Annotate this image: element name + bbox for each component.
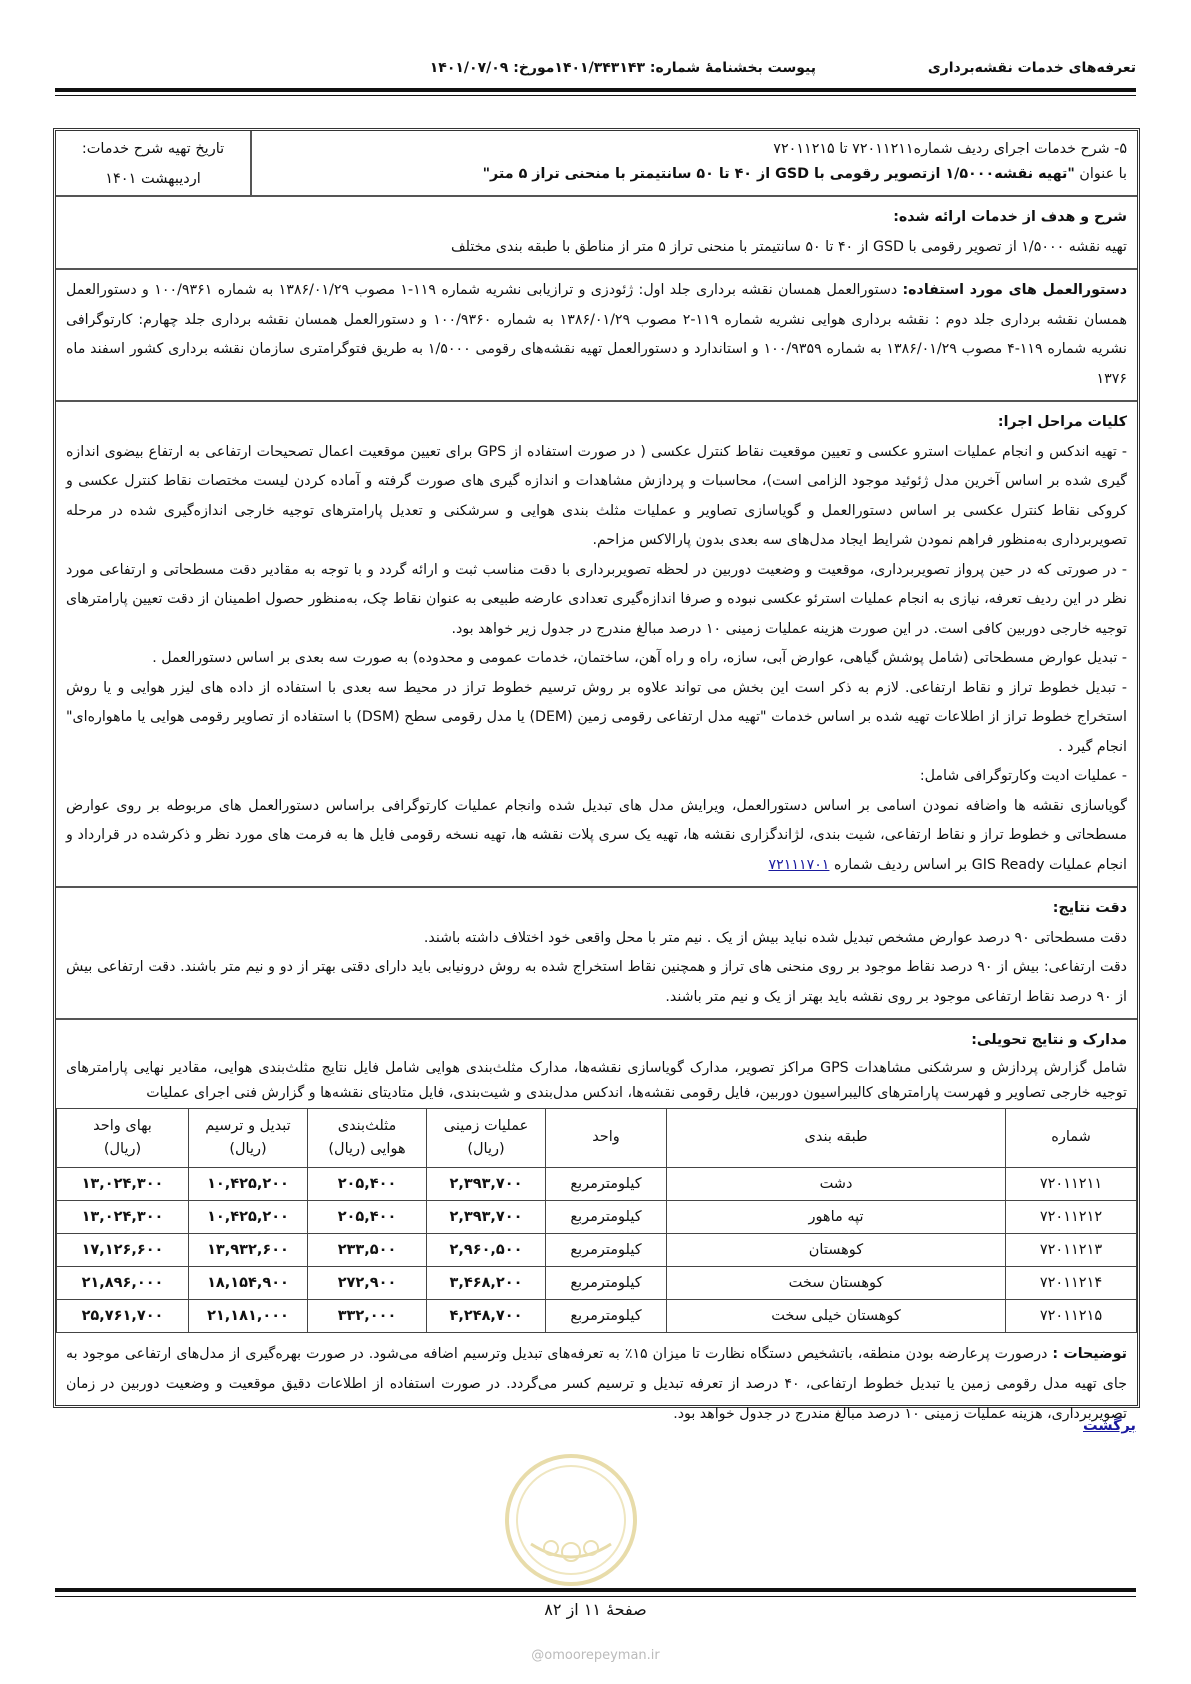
cell-code: ۷۲۰۱۱۲۱۲ [1006,1200,1137,1233]
service-date-box [56,131,252,195]
cell-class: تپه ماهور [667,1200,1006,1233]
service-title: با عنوان "تهیه نقشه۱/۵۰۰۰ ازتصویر رقومی با GSD از ۴۰ تا ۵۰ سانتیمتر با منحنی تراز ۵ متر" [482,166,1127,182]
cell-price: ۲۱,۸۹۶,۰۰۰ [57,1266,189,1299]
header-attachment: پیوست بخشنامهٔ شماره: ۱۴۰۱/۳۴۳۱۴۳مورخ: ۱۴۰۱/۰۷/۰۹ [429,60,816,76]
cell-price: ۱۳,۰۲۴,۳۰۰ [57,1167,189,1200]
cell-convert: ۲۱,۱۸۱,۰۰۰ [189,1299,308,1332]
date-label: تاریخ تهیه شرح خدمات: [81,141,225,157]
deliverables-text: شامل گزارش پردازش و سرشکنی مشاهدات GPS مراکز تصویر، مدارک گویاسازی نقشه‌ها، مدارک مثلث‌بندی هوایی شامل فایل نتایج مثلث‌بندی هوایی، مقادیر نهایی پارامترهای توجیه خارجی تصاویر و فهرست پارامترهای کالیبراسیون دوربین، فایل رقومی نقشه‌ها، اندکس مدل‌بندی و شیت‌بندی، فایل متادیتای نقشه‌ها و گزارش فنی اجرای عملیات [66,1059,1127,1101]
service-title-bold: "تهیه نقشه۱/۵۰۰۰ ازتصویر رقومی با GSD از ۴۰ تا ۵۰ سانتیمتر با منحنی تراز ۵ متر" [482,166,1075,182]
goal-text: تهیه نقشه ۱/۵۰۰۰ از تصویر رقومی با GSD از ۴۰ تا ۵۰ سانتیمتر با منحنی تراز ۵ متر از مناطق با طبقه بندی مختلف [450,238,1127,255]
cell-ground: ۳,۴۶۸,۲۰۰ [427,1266,546,1299]
cell-unit: کیلومترمربع [546,1200,667,1233]
cell-aero: ۲۳۳,۵۰۰ [308,1233,427,1266]
deliverables-section [56,1020,1137,1108]
notes-text: درصورت پرعارضه بودن منطقه، باتشخیص دستگاه نظارت تا میزان ۱۵٪ به تعرفه‌های تبدیل وترسیم اضافه می‌شود. در صورت بهره‌گیری از مدل‌های ارتفاعی موجود به جای تهیه مدل رقومی زمین یا تبدیل خطوط ارتفاعی، ۴۰ درصد از تعرفه تبدیل و ترسیم کسر می‌گردد. در صورت استفاده از اطلاعات دقیق موقعیت و وضعیت دوربین در زمان تصویربرداری، هزینه عملیات زمینی ۱۰ درصد مبالغ مندرج در جدول خواهد بود. [66,1345,1127,1422]
col-class: طبقه بندی [667,1108,1006,1167]
tariff-table [56,1108,1137,1333]
page-number: صفحهٔ ۱۱ از ۸۲ [544,1600,647,1619]
col-code: شماره [1006,1108,1137,1167]
header-title: تعرفه‌های خدمات نقشه‌برداری [927,60,1136,76]
cell-unit: کیلومترمربع [546,1167,667,1200]
cell-convert: ۱۸,۱۵۴,۹۰۰ [189,1266,308,1299]
cell-aero: ۲۷۲,۹۰۰ [308,1266,427,1299]
service-rows: ۵- شرح خدمات اجرای ردیف شماره۷۲۰۱۱۲۱۱ تا ۷۲۰۱۱۲۱۵ [773,141,1127,157]
cell-ground: ۴,۲۴۸,۷۰۰ [427,1299,546,1332]
cell-class: کوهستان [667,1233,1006,1266]
service-frame [53,128,1140,1422]
cell-ground: ۲,۳۹۳,۷۰۰ [427,1200,546,1233]
cell-price: ۲۵,۷۶۱,۷۰۰ [57,1299,189,1332]
cell-convert: ۱۳,۹۳۲,۶۰۰ [189,1233,308,1266]
cell-aero: ۲۰۵,۴۰۰ [308,1200,427,1233]
col-aero: مثلث‌بندی هوایی (ریال) [308,1108,427,1167]
cell-code: ۷۲۰۱۱۲۱۱ [1006,1167,1137,1200]
footer-rule-thin [55,1596,1136,1597]
standards-text: دستورالعمل همسان نقشه برداری جلد اول: ژئودزی و ترازیابی نشریه شماره ۱۱۹-۱ مصوب ۱۳۸۶/۰۱/۲۹ به شماره ۱۰۰/۹۳۶۱ و دستورالعمل همسان نقشه برداری جلد دوم : نقشه برداری هوایی نشریه شماره ۱۱۹-۲ مصوب ۱۳۸۶/۰۱/۲۹ به شماره ۱۰۰/۹۳۶۰ و دستورالعمل همسان نقشه برداری جلد چهارم: کارتوگرافی نشریه شماره ۱۱۹-۴ مصوب ۱۳۸۶/۰۱/۲۹ به شماره ۱۰۰/۹۳۵۹ و استاندارد و دستورالعمل تهیه نقشه‌های رقومی ۱/۵۰۰۰ به طریق فتوگرامتری سازمان نقشه برداری کشور اسفند ماه ۱۳۷۶ [66,282,1127,387]
cell-aero: ۲۰۵,۴۰۰ [308,1167,427,1200]
back-link[interactable]: برگشت [1082,1418,1136,1434]
step-paragraph-5: - عملیات ادیت وکارتوگرافی شامل: [919,768,1127,784]
goal-heading: شرح و هدف از خدمات ارائه شده: [893,209,1127,225]
table-row [57,1167,1137,1200]
header-rule-thin [55,95,1136,96]
cell-unit: کیلومترمربع [546,1233,667,1266]
step-paragraph-3: - تبدیل عوارض مسطحاتی (شامل پوشش گیاهی، عوارض آبی، سازه، راه و راه آهن، ساختمان، خدمات عمومی و محدوده) به صورت سه بعدی بر اساس دستورالعمل . [152,650,1127,666]
service-title-section [56,131,1137,197]
cell-convert: ۱۰,۴۲۵,۲۰۰ [189,1167,308,1200]
table-row [57,1266,1137,1299]
step-paragraph-6: گویاسازی نقشه ها واضافه نمودن اسامی بر اساس دستورالعمل، ویرایش مدل های تبدیل شده وانجام عملیات کارتوگرافی براساس دستورالعمل های مربوطه بر روی عوارض مسطحاتی و خطوط تراز و نقاط ارتفاعی، شیت بندی، لژاندگزاری نقشه ها، تهیه یک سری پلات نقشه ها، تهیه نسخه رقومی فایل ها به فرمت های مورد نظر و ذکرشده در قرارداد و انجام عملیات GIS Ready بر اساس ردیف شماره ۷۲۱۱۱۷۰۱ [66,797,1127,873]
cell-unit: کیلومترمربع [546,1266,667,1299]
cell-class: کوهستان سخت [667,1266,1006,1299]
watermark-seal [503,1452,639,1588]
cell-code: ۷۲۰۱۱۲۱۳ [1006,1233,1137,1266]
cell-unit: کیلومترمربع [546,1299,667,1332]
cell-class: کوهستان خیلی سخت [667,1299,1006,1332]
table-header-row [57,1108,1137,1167]
step-paragraph-2: - در صورتی که در حین پرواز تصویربرداری، موقعیت و وضعیت دوربین در لحظه تصویربرداری با دقت مناسب ثبت و ارائه گردد و با توجه به مقادیر دقت مسطحاتی و ارتفاعی مورد نظر در این ردیف تعرفه، نیازی به انجام عملیات استرئو عکسی نبوده و صرفا اندازه‌گیری تعدادی عارضه طبیعی به عنوان نقاط چک، به‌منظور حصول اطمینان از دقت تعیین پارامترهای توجیه خارجی دوربین کافی است. در این صورت هزینه عملیات زمینی ۱۰ درصد مبالغ مندرج در جدول زیر خواهد بود. [66,561,1127,637]
table-row [57,1200,1137,1233]
date-value: اردیبهشت ۱۴۰۱ [105,171,201,187]
notes-heading: توضیحات : [1052,1345,1127,1362]
notes-section [56,1333,1137,1435]
accuracy-altimetric: دقت ارتفاعی: بیش از ۹۰ درصد نقاط موجود بر روی منحنی های تراز و همچنین نقاط استخراج شده به روش درونیابی باید دارای دقتی بهتر از دو و نیم متر باشند. دقت ارتفاعی بیش از ۹۰ درصد نقاط ارتفاعی موجود بر روی نقشه باید بهتر از یک و نیم متر باشند. [66,959,1128,1005]
header-rule [55,88,1136,92]
accuracy-planimetric: دقت مسطحاتی ۹۰ درصد عوارض مشخص تبدیل شده نباید بیش از یک . نیم متر با محل واقعی خود اختلاف داشته باشند. [423,929,1127,946]
standards-heading: دستورالعمل های مورد استفاده: [902,282,1128,298]
cell-class: دشت [667,1167,1006,1200]
cell-ground: ۲,۳۹۳,۷۰۰ [427,1167,546,1200]
col-ground: عملیات زمینی (ریال) [427,1108,546,1167]
deliverables-heading: مدارک و نتایج تحویلی: [971,1032,1127,1048]
cell-price: ۱۷,۱۲۶,۶۰۰ [57,1233,189,1266]
cell-ground: ۲,۹۶۰,۵۰۰ [427,1233,546,1266]
cell-price: ۱۳,۰۲۴,۳۰۰ [57,1200,189,1233]
cell-aero: ۳۳۲,۰۰۰ [308,1299,427,1332]
accuracy-section [56,888,1137,1020]
standards-section [56,270,1137,402]
row-link[interactable]: ۷۲۱۱۱۷۰۱ [768,856,830,873]
col-unit: واحد [546,1108,667,1167]
footer-rule [55,1588,1136,1592]
cell-code: ۷۲۰۱۱۲۱۵ [1006,1299,1137,1332]
cell-code: ۷۲۰۱۱۲۱۴ [1006,1266,1137,1299]
table-row [57,1233,1137,1266]
table-row [57,1299,1137,1332]
steps-section [56,402,1137,888]
step-paragraph-4: - تبدیل خطوط تراز و نقاط ارتفاعی. لازم به ذکر است این بخش می تواند علاوه بر روش ترسیم خطوط تراز در محیط سه بعدی با استفاده از داده های لیزر هوایی و یا روش استخراج خطوط تراز از اطلاعات تهیه شده بر اساس خدمات "تهیه مدل ارتفاعی رقومی زمین (DEM) یا مدل رقومی سطح (DSM) با استفاده از تصاویر رقومی هوایی یا ماهواره‌ای" انجام گیرد . [66,679,1127,755]
cell-convert: ۱۰,۴۲۵,۲۰۰ [189,1200,308,1233]
page-header [55,58,1136,82]
goal-section [56,197,1137,270]
accuracy-heading: دقت نتایج: [1052,900,1127,916]
step-paragraph-1: - تهیه اندکس و انجام عملیات استرو عکسی و تعیین موقعیت نقاط کنترل عکسی ( در صورت استفاده از GPS برای تعیین موقعیت اعمال تصحیحات ارتفاعی به ارتفاع بیضوی اندازه گیری شده بر اساس آخرین مدل ژئوئید موجود الزامی است)، محاسبات و پردازش مشاهدات و اندازه گیری های صورت گرفته و آماده کردن لیست مختصات نقاط کنترل عکسی و کروکی نقاط کنترل عکسی بر اساس دستورالعمل و گویاسازی تصاویر و عملیات مثلث بندی هوایی و سرشکنی و تعدیل پارامترهای توجیه خارجی اندازه‌گیری شده در مرحله تصویربرداری به‌منظور فراهم نمودن شرایط ایجاد مدل‌های سه بعدی بدون پارالاکس مزاحم. [66,443,1127,548]
steps-heading: کلیات مراحل اجرا: [997,414,1127,430]
col-convert: تبدیل و ترسیم (ریال) [189,1108,308,1167]
site-watermark: @omoorepeyman.ir [531,1648,660,1663]
col-price: بهای واحد (ریال) [57,1108,189,1167]
